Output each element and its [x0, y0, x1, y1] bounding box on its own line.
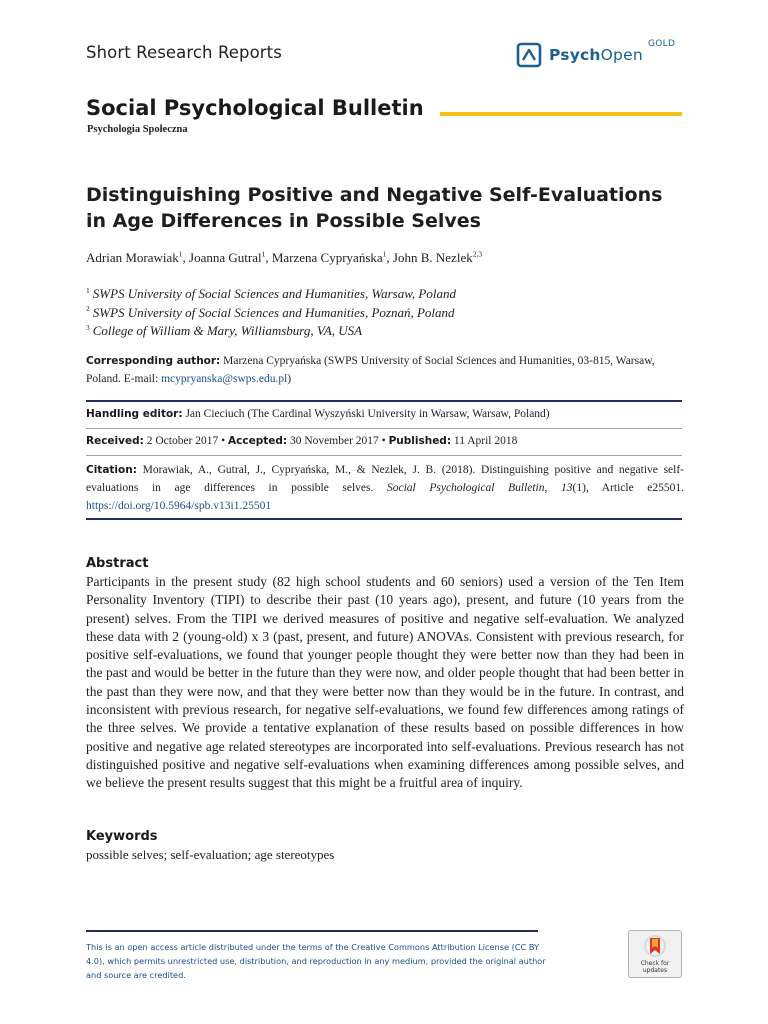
citation-issue: (1), Article e25501.: [572, 482, 685, 494]
affiliation-number: 2: [86, 304, 90, 314]
bookmark-icon: [643, 935, 667, 959]
license-notice: This is an open access article distributed under the terms of the Creative Commons Attribution License (CC BY 4.0), which permits unrestricted use, distribution, and reproduction in any medium, provided the original author and source are credited.: [86, 942, 546, 980]
journal-accent-bar: [440, 112, 682, 116]
divider-dates: [86, 455, 682, 456]
author-name: Marzena Cypryańska: [271, 250, 383, 265]
author-affiliation-mark: 2,3: [472, 249, 483, 259]
affiliation-text: College of William & Mary, Williamsburg, VA, USA: [92, 323, 363, 338]
corresponding-author: Corresponding author: Marzena Cypryańska (SWPS University of Social Sciences and Humanities, 03-815, Warsaw, Poland. E-mail: mcypryanska@swps.edu.pl): [86, 355, 655, 385]
paper-title: Distinguishing Positive and Negative Self-Evaluations in Age Differences in Possible Selves: [86, 184, 663, 232]
author-name: John B. Nezlek: [392, 250, 473, 265]
author-name: Adrian Morawiak: [86, 250, 179, 265]
publication-dates: Received: 2 October 2017 • Accepted: 30 November 2017 • Published: 11 April 2018: [86, 435, 518, 447]
psychopen-logo-icon: [516, 42, 542, 68]
journal-title: Social Psychological Bulletin: [86, 96, 424, 120]
author-list: Adrian Morawiak$^1$, Joanna Gutral$^1$, Marzena Cypryańska$^1$, John B. Nezlek$^{2,3}$: [86, 249, 483, 265]
citation: Citation: Morawiak, A., Gutral, J., Cypryańska, M., & Nezlek, J. B. (2018). Distinguishing positive and negative self-evaluations in age differences in possible selves. Social Psychological Bulletin, 13(1), Article e25501. https://doi.org/10.5964/spb.v13i1.25501: [86, 464, 685, 512]
divider-top: [86, 400, 682, 402]
psychopen-logo-text: PsychOpen: [549, 46, 643, 64]
check-for-updates-button[interactable]: [628, 930, 682, 978]
author-affiliation-mark: 1: [178, 249, 183, 259]
affiliation-number: 1: [86, 285, 90, 295]
keywords-heading: Keywords: [86, 829, 158, 844]
corresponding-label: Corresponding author:: [86, 355, 221, 367]
psychopen-gold-label: GOLD: [648, 39, 676, 49]
psychopen-logo[interactable]: [516, 39, 676, 70]
footer-divider: [86, 930, 538, 932]
check-for-updates-label: Check for updates: [640, 960, 670, 974]
journal-subtitle: Psychologia Społeczna: [87, 124, 188, 135]
citation-label: Citation:: [86, 464, 137, 476]
handling-text: Jan Cieciuch (The Cardinal Wyszyński University in Warsaw, Warsaw, Poland): [185, 408, 550, 420]
abstract-text: Participants in the present study (82 high school students and 60 seniors) used a version of the Ten Item Personality Inventory (TIPI) to describe their past (10 years ago), present, and future (10 years from the present) selves. From the TIPI we derived measures of positive and negative self-evaluation. We analyzed these data with 2 (young-old) x 3 (past, present, and future) ANOVAs. Consistent with previous research, for positive self-evaluations, we found that younger people thought they were better now than they had been in the past and would be better in the future than they were now, and older people thought that had been better in the past than they were now, and that they were better now than they would be in the future. In contrast, and inconsistent with previous research, for negative self-evaluations, we found few differences among ratings of the three selves. We provide a tentative explanation of these results based on possible differences in how positive and negative age related stereotypes are incorporated into self-evaluations. Previous research has not distinguished positive and negative self-evaluations when examining differences among possible selves, and we believe the present results suggest that this might be a fruitful area of inquiry.: [86, 574, 684, 791]
author-name: Joanna Gutral: [189, 250, 262, 265]
accepted-label: Accepted:: [228, 435, 288, 447]
affiliation-text: SWPS University of Social Sciences and Humanities, Warsaw, Poland: [92, 286, 456, 301]
affiliation-item: [86, 304, 456, 323]
accepted-date: 30 November 2017: [290, 435, 379, 447]
affiliation-number: 3: [86, 322, 90, 332]
divider-bottom: [86, 518, 682, 520]
corresponding-text: Marzena Cypryańska (SWPS University of Social Sciences and Humanities, 03-815, Warsaw, Poland. E-mail:: [86, 355, 655, 385]
author-affiliation-mark: 1: [261, 249, 266, 259]
citation-text: Morawiak, A., Gutral, J., Cypryańska, M., & Nezlek, J. B. (2018). Distinguishing positive and negative self-evaluations in age differences in possible selves.: [86, 464, 685, 494]
affiliation-item: [86, 285, 456, 304]
received-date: 2 October 2017: [146, 435, 219, 447]
affiliation-item: [86, 322, 456, 341]
handling-editor: [86, 408, 550, 420]
citation-journal: Social Psychological Bulletin: [387, 482, 545, 494]
abstract-heading: Abstract: [86, 556, 149, 571]
affiliation-text: SWPS University of Social Sciences and Humanities, Poznań, Poland: [92, 304, 455, 320]
citation-volume: 13: [561, 482, 573, 494]
keywords-text: possible selves; self-evaluation; age stereotypes: [86, 847, 335, 862]
citation-doi-link[interactable]: https://doi.org/10.5964/spb.v13i1.25501: [86, 500, 272, 512]
affiliation-list: [86, 285, 456, 341]
divider-handling: [86, 428, 682, 429]
received-label: Received:: [86, 435, 144, 447]
published-label: Published:: [388, 435, 452, 447]
published-date: 11 April 2018: [453, 435, 518, 447]
handling-label: Handling editor:: [86, 408, 183, 420]
section-label: Short Research Reports: [86, 43, 282, 62]
author-affiliation-mark: 1: [382, 249, 387, 259]
corresponding-email-link[interactable]: mcypryanska@swps.edu.pl: [161, 373, 288, 385]
